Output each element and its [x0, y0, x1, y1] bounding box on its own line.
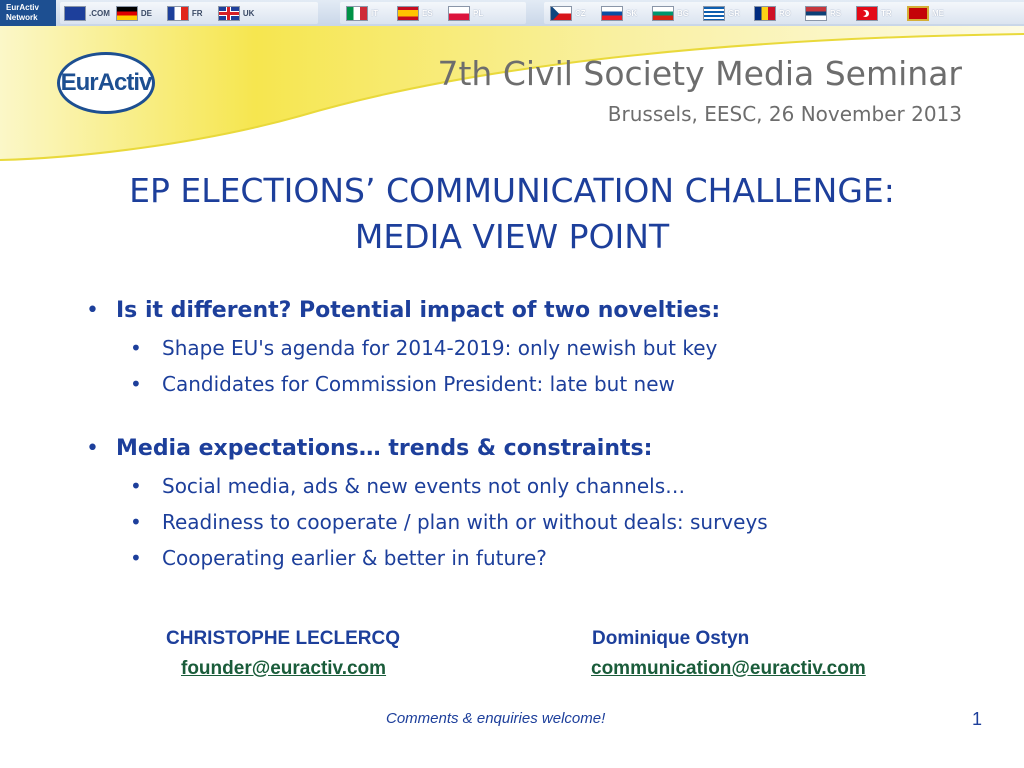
network-link-tr[interactable] — [856, 6, 901, 21]
flag-code: BG — [677, 8, 689, 18]
network-link-sk[interactable] — [601, 6, 646, 21]
flag-code: GR — [728, 8, 740, 18]
logo-text: EurActiv — [60, 69, 152, 96]
network-label-line1: EurActiv — [6, 3, 39, 12]
bullet-heading: • Is it different? Potential impact of two novelties: — [86, 292, 966, 330]
flag-group-south — [340, 2, 526, 24]
flag-code: ES — [422, 8, 433, 18]
slide-title-line1: EP ELECTIONS’ COMMUNICATION CHALLENGE: — [129, 171, 895, 210]
flag-code: ME — [932, 8, 944, 18]
flag-code: IT — [371, 8, 379, 18]
footer-note: Comments & enquiries welcome! — [386, 710, 606, 727]
network-link-ro[interactable] — [754, 6, 799, 21]
flag-code: CZ — [575, 8, 586, 18]
flag-code: DE — [140, 8, 153, 18]
greece-flag-icon — [703, 6, 725, 21]
flag-code: RS — [830, 8, 842, 18]
network-link-fr[interactable] — [167, 6, 212, 21]
network-link-gr[interactable] — [703, 6, 748, 21]
flag-code: RO — [779, 8, 791, 18]
bullet-item: • Readiness to cooperate / plan with or without deals: surveys — [86, 504, 966, 540]
slovakia-flag-icon — [601, 6, 623, 21]
bullet-item: • Cooperating earlier & better in future? — [86, 540, 966, 576]
flag-group-east — [544, 2, 1024, 24]
poland-flag-icon — [448, 6, 470, 21]
network-bar — [0, 0, 1024, 27]
uk-flag-icon — [218, 6, 240, 21]
network-link-it[interactable] — [346, 6, 391, 21]
flag-code: UK — [242, 8, 255, 18]
network-link-cz[interactable] — [550, 6, 595, 21]
contact-name-leclercq: CHRISTOPHE LECLERCQ — [166, 628, 401, 649]
euractiv-logo[interactable] — [57, 52, 155, 114]
network-link-es[interactable] — [397, 6, 442, 21]
serbia-flag-icon — [805, 6, 827, 21]
bulgaria-flag-icon — [652, 6, 674, 21]
germany-flag-icon — [116, 6, 138, 21]
italy-flag-icon — [346, 6, 368, 21]
slide-title-line2: MEDIA VIEW POINT — [354, 217, 670, 256]
bullet-item: • Social media, ads & new events not only channels… — [86, 468, 966, 504]
contact-email-ostyn[interactable]: communication@euractiv.com — [591, 658, 866, 679]
network-link-bg[interactable] — [652, 6, 697, 21]
header-swoosh — [0, 26, 1024, 166]
bullet-item: • Shape EU's agenda for 2014-2019: only newish but key — [86, 330, 966, 366]
flag-code: FR — [191, 8, 203, 18]
page-number: 1 — [972, 709, 983, 729]
network-link-me[interactable] — [907, 6, 952, 21]
bullet-list — [86, 292, 966, 576]
eu-flag-icon — [64, 6, 86, 21]
network-label-line2: Network — [6, 13, 38, 22]
flag-group-west — [60, 2, 318, 24]
montenegro-flag-icon — [907, 6, 929, 21]
network-link-pl[interactable] — [448, 6, 493, 21]
network-link-com[interactable] — [64, 6, 110, 21]
network-label[interactable] — [0, 0, 56, 26]
france-flag-icon — [167, 6, 189, 21]
czech-flag-icon — [550, 6, 572, 21]
network-link-de[interactable] — [116, 6, 161, 21]
seminar-title: 7th Civil Society Media Seminar — [437, 54, 962, 93]
network-link-rs[interactable] — [805, 6, 850, 21]
contact-name-ostyn: Dominique Ostyn — [592, 628, 750, 649]
flag-code: SK — [626, 8, 638, 18]
spain-flag-icon — [397, 6, 419, 21]
network-link-uk[interactable] — [218, 6, 263, 21]
bullet-heading: • Media expectations… trends & constraints: — [86, 430, 966, 468]
flag-code: .COM — [89, 8, 110, 18]
romania-flag-icon — [754, 6, 776, 21]
bullet-item: • Candidates for Commission President: late but new — [86, 366, 966, 402]
flag-code: PL — [473, 8, 484, 18]
turkey-flag-icon — [856, 6, 878, 21]
contact-email-leclercq[interactable]: founder@euractiv.com — [181, 658, 387, 679]
slide-title — [60, 168, 964, 260]
seminar-subtitle: Brussels, EESC, 26 November 2013 — [607, 102, 962, 126]
flag-code: TR — [881, 8, 892, 18]
